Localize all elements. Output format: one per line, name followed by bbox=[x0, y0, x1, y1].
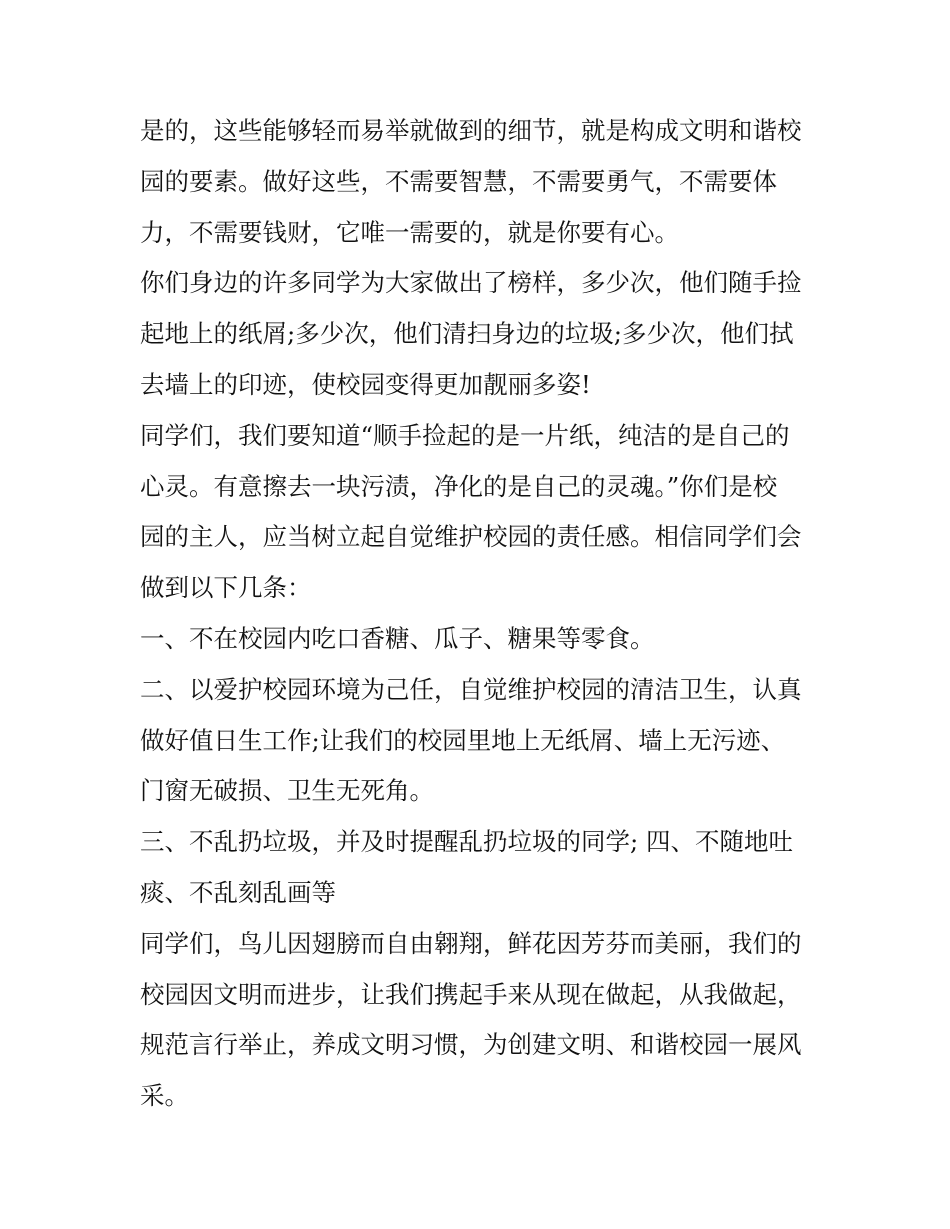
text-line: 同学们，我们要知道“顺手捡起的是一片纸，纯洁的是自己的 bbox=[140, 420, 790, 450]
text-line: 二、以爱护校园环境为己任，自觉维护校园的清洁卫生，认真 bbox=[140, 674, 802, 704]
text-line: 痰、不乱刻乱画等 bbox=[140, 877, 336, 907]
paragraph-closing-appeal bbox=[140, 919, 820, 1122]
text-line: 规范言行举止，养成文明习惯，为创建文明、和谐校园一展风 bbox=[140, 1030, 802, 1060]
paragraph-responsibility bbox=[140, 411, 820, 614]
text-line: 校园因文明而进步，让我们携起手来从现在做起，从我做起， bbox=[140, 979, 802, 1009]
text-line: 心灵。有意擦去一块污渍，净化的是自己的灵魂。”你们是校 bbox=[140, 471, 778, 501]
text-line: 三、不乱扔垃圾，并及时提醒乱扔垃圾的同学; 四、不随地吐 bbox=[140, 827, 794, 857]
text-line: 一、不在校园内吃口香糖、瓜子、糖果等零食。 bbox=[140, 623, 655, 653]
text-line: 同学们，鸟儿因翅膀而自由翱翔，鲜花因芳芬而美丽，我们的 bbox=[140, 928, 802, 958]
text-line: 去墙上的印迹，使校园变得更加靓丽多姿! bbox=[140, 369, 591, 399]
text-line: 起地上的纸屑;多少次，他们清扫身边的垃圾;多少次，他们拭 bbox=[140, 319, 794, 349]
document-body bbox=[140, 106, 820, 1122]
list-item-rule-1 bbox=[140, 614, 820, 665]
text-line: 做好值日生工作;让我们的校园里地上无纸屑、墙上无污迹、 bbox=[140, 725, 786, 755]
text-line: 园的要素。做好这些，不需要智慧，不需要勇气，不需要体 bbox=[140, 166, 777, 196]
text-line: 园的主人，应当树立起自觉维护校园的责任感。相信同学们会 bbox=[140, 522, 802, 552]
paragraph-classmate-examples bbox=[140, 258, 820, 410]
text-line: 门窗无破损、卫生无死角。 bbox=[140, 776, 434, 806]
text-line: 做到以下几条： bbox=[140, 573, 312, 603]
list-item-rule-3-4 bbox=[140, 817, 820, 919]
text-line: 采。 bbox=[140, 1081, 189, 1111]
paragraph-civility-details bbox=[140, 106, 820, 258]
text-line: 是的，这些能够轻而易举就做到的细节，就是构成文明和谐校 bbox=[140, 116, 802, 145]
text-line: 你们身边的许多同学为大家做出了榜样，多少次，他们随手捡 bbox=[140, 268, 802, 298]
list-item-rule-2 bbox=[140, 665, 820, 817]
text-line: 力，不需要钱财，它唯一需要的，就是你要有心。 bbox=[140, 217, 679, 247]
